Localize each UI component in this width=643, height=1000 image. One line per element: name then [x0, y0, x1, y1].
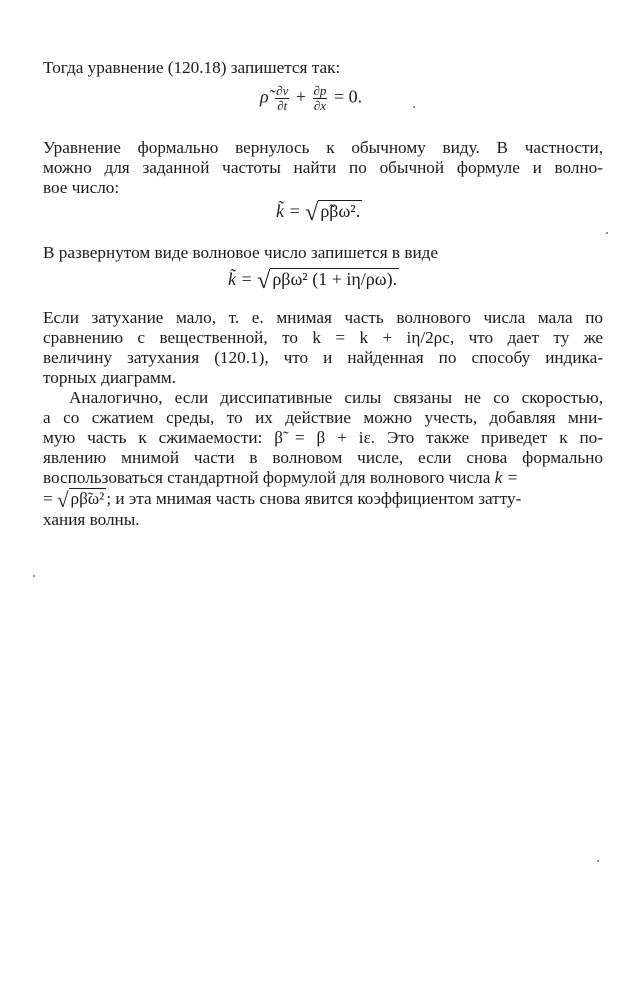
paragraph-5-line-5: [43, 468, 603, 488]
scan-speck: [413, 106, 415, 108]
paragraph-5-line-5-text: воспользоваться стандартной формулой для волнового числа: [43, 468, 491, 487]
eq1-rho: ρ̃: [260, 86, 269, 107]
paragraph-4-line-4: торных диаграмм.: [43, 368, 177, 387]
paragraph-5-line-7: хания волны.: [43, 510, 140, 529]
sqrt-symbol: √: [57, 488, 69, 512]
eq1-fraction-dp-dx: $\frac{\partial p}{\partial x}$: [313, 83, 327, 113]
paragraph-4-line-1: Если затухание мало, т. е. мнимая часть волнового числа мала по: [43, 308, 603, 327]
sqrt-symbol: √: [257, 268, 271, 294]
paragraph-5-line-5-math: k =: [494, 468, 519, 487]
paragraph-5-line-1: Аналогично, если диссипативные силы связаны не со скоростью,: [69, 388, 603, 407]
scan-speck: [33, 575, 35, 577]
equation-wave-number-expanded: [228, 268, 399, 295]
paragraph-5-line-6-radicand: ρβ̃ω²: [70, 489, 105, 508]
eq3-radicand: ρβω² (1 + iη/ρω).: [272, 269, 398, 289]
eq2-lhs: k̃ =: [276, 201, 301, 221]
paragraph-2-line-1: Уравнение формально вернулось к обычному виду. В частности,: [43, 138, 603, 157]
paragraph-4-line-3: величину затухания (120.1), что и найденная по способу индика-: [43, 348, 603, 367]
intro-line: Тогда уравнение (120.18) запишется так:: [43, 58, 341, 77]
eq1-plus: +: [295, 86, 306, 107]
scan-speck: [606, 232, 608, 234]
equation-120-18-transformed: [260, 84, 362, 113]
paragraph-2-line-3: вое число:: [43, 178, 120, 197]
paragraph-5-line-6-text: ; и эта мнимая часть снова явится коэффициентом затту-: [106, 489, 522, 508]
paragraph-5-line-4: явлению мнимой части в волновом числе, если снова формально: [43, 448, 603, 467]
paragraph-5-line-2: а со сжатием среды, то их действие можно учесть, добавляя мни-: [43, 408, 603, 427]
paragraph-5-line-6: [43, 489, 603, 510]
paragraph-2-line-2: можно для заданной частоты найти по обычной формуле и волно-: [43, 158, 603, 177]
paragraph-4-line-2: сравнению с вещественной, то k = k + iη/2ρc, что дает ту же: [43, 328, 603, 347]
scan-speck: [597, 860, 599, 862]
paragraph-3-line-1: В развернутом виде волновое число запишется в виде: [43, 243, 439, 262]
equation-wave-number: [276, 200, 362, 227]
eq1-tail: = 0.: [333, 86, 363, 107]
eq1-fraction-dv-dt: $\frac{\partial v}{\partial t}$: [276, 83, 289, 113]
paragraph-5-line-6-equals: =: [43, 489, 53, 508]
eq3-lhs: k̃ =: [228, 269, 253, 289]
sqrt-symbol: √: [305, 200, 319, 226]
eq2-radicand: ρ̃βω².: [320, 201, 361, 221]
paragraph-5-line-3: мую часть к сжимаемости: β̃ = β + iε. Это также приведет к по-: [43, 428, 603, 447]
